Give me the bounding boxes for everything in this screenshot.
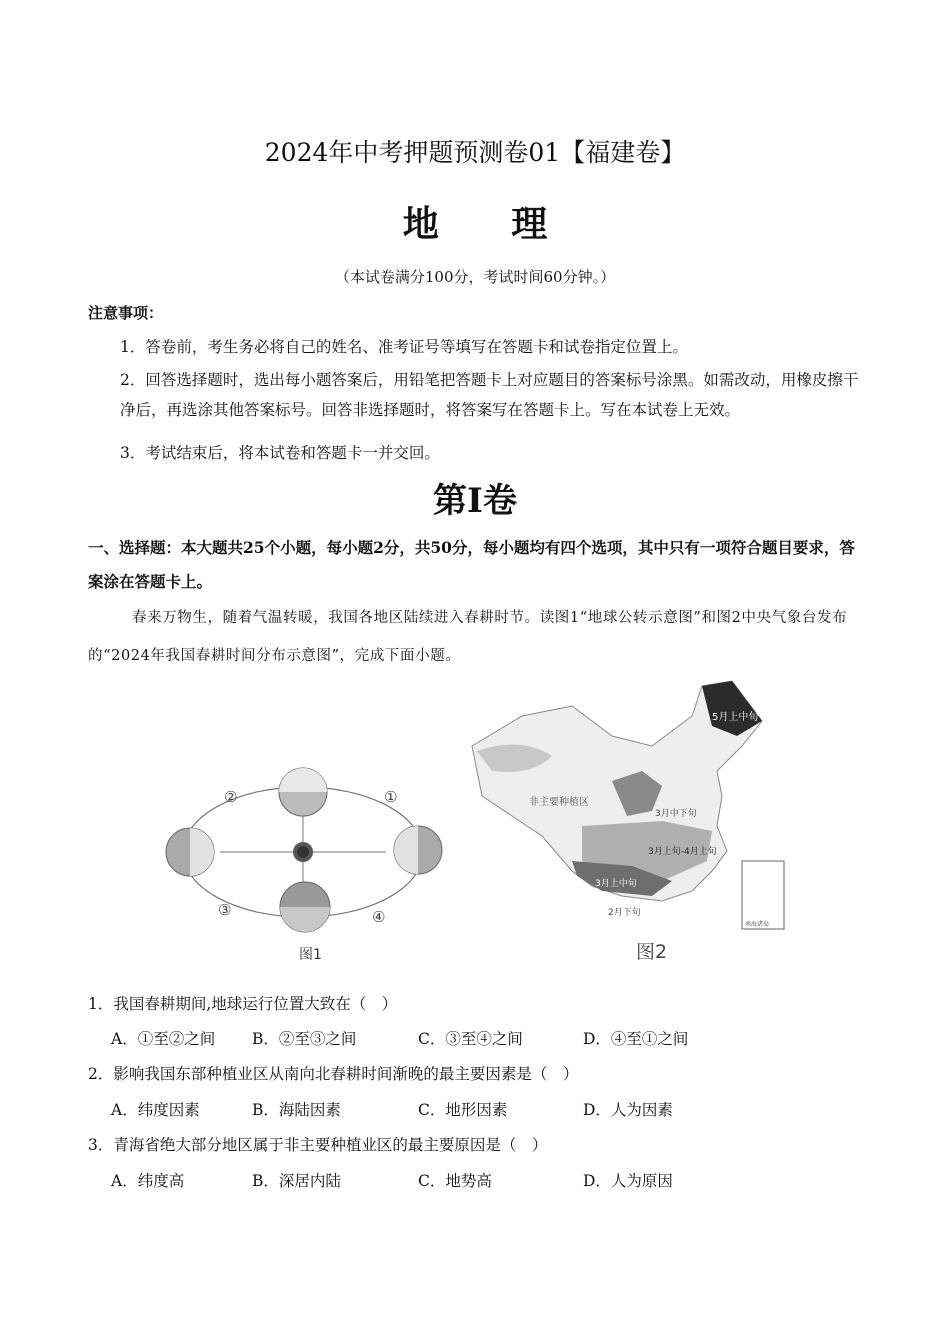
earth-top-icon	[279, 768, 327, 816]
question-3-option-a[interactable]: A．纬度高	[111, 1172, 185, 1190]
south-sea-inset	[742, 861, 784, 929]
exam-title: 2024年中考押题预测卷01【福建卷】	[264, 138, 686, 167]
question-3-stem: 3．青海省绝大部分地区属于非主要种植业区的最主要原因是（ ）	[88, 1136, 548, 1154]
volume-title: 第Ⅰ卷	[433, 481, 517, 521]
label-middle: 3月上旬-4月上旬	[648, 847, 717, 857]
question-3-option-d[interactable]: D．人为原因	[583, 1172, 673, 1190]
label-position-1: ①	[384, 788, 398, 806]
question-2-option-d[interactable]: D．人为因素	[583, 1101, 673, 1119]
question-2-option-c[interactable]: C．地形因素	[418, 1101, 508, 1119]
earth-bottom-icon	[280, 882, 330, 932]
label-inset: 南海诸岛	[745, 921, 770, 928]
exam-info: （本试卷满分100分，考试时间60分钟。）	[334, 268, 616, 286]
figure2-china-map	[462, 676, 792, 966]
earth-left-icon	[166, 828, 214, 876]
label-south: 3月上中旬	[595, 879, 637, 889]
section-heading: 一、选择题：本大题共25个小题，每小题2分，共50分，每小题均有四个选项，其中只有一项符合题目要求，答案涂在答题卡上。	[88, 538, 855, 591]
question-3-option-c[interactable]: C．地势高	[418, 1172, 492, 1190]
notice-item-3: 3．考试结束后，将本试卷和答题卡一并交回。	[120, 444, 440, 462]
label-position-4: ④	[372, 908, 386, 926]
figure1-caption: 图1	[299, 947, 322, 963]
question-2-option-a[interactable]: A．纬度因素	[111, 1101, 200, 1119]
label-position-3: ③	[218, 901, 232, 919]
earth-right-icon	[394, 826, 442, 874]
label-position-2: ②	[224, 788, 238, 806]
subject-title: 地 理	[402, 203, 578, 245]
figure2-caption: 图2	[636, 941, 668, 963]
notice-item-2: 2．回答选择题时，选出每小题答案后，用铅笔把答题卡上对应题目的答案标号涂黑。如需改动，用橡皮擦干净后，再选涂其他答案标号。回答非选择题时，将答案写在答题卡上。写在本试卷上无效。	[120, 371, 859, 419]
label-far-south: 2月下旬	[608, 908, 641, 918]
intro-paragraph: 春来万物生，随着气温转暖，我国各地区陆续进入春耕时节。读图1“地球公转示意图”和图2中央气象台发布的“2024年我国春耕时间分布示意图”，完成下面小题。	[88, 610, 848, 664]
question-2-stem: 2．影响我国东部种植业区从南向北春耕时间渐晚的最主要因素是（ ）	[88, 1065, 579, 1083]
question-1-option-d[interactable]: D．④至①之间	[583, 1030, 689, 1048]
question-1-option-a[interactable]: A．①至②之间	[111, 1030, 216, 1048]
question-1-option-b[interactable]: B．②至③之间	[252, 1030, 357, 1048]
question-1-option-c[interactable]: C．③至④之间	[418, 1030, 523, 1048]
question-3-option-b[interactable]: B．深居内陆	[252, 1172, 341, 1190]
label-northeast: 5月上中旬	[712, 712, 759, 723]
figure1-revolution-diagram	[160, 752, 455, 972]
label-north: 3月中下旬	[655, 809, 697, 819]
label-nonmain: 非主要种植区	[529, 797, 589, 808]
question-2-option-b[interactable]: B．海陆因素	[252, 1101, 341, 1119]
notice-heading: 注意事项：	[88, 304, 164, 322]
notice-item-1: 1．答卷前，考生务必将自己的姓名、准考证号等填写在答题卡和试卷指定位置上。	[120, 338, 688, 356]
question-1-stem: 1．我国春耕期间,地球运行位置大致在（ ）	[88, 995, 398, 1013]
